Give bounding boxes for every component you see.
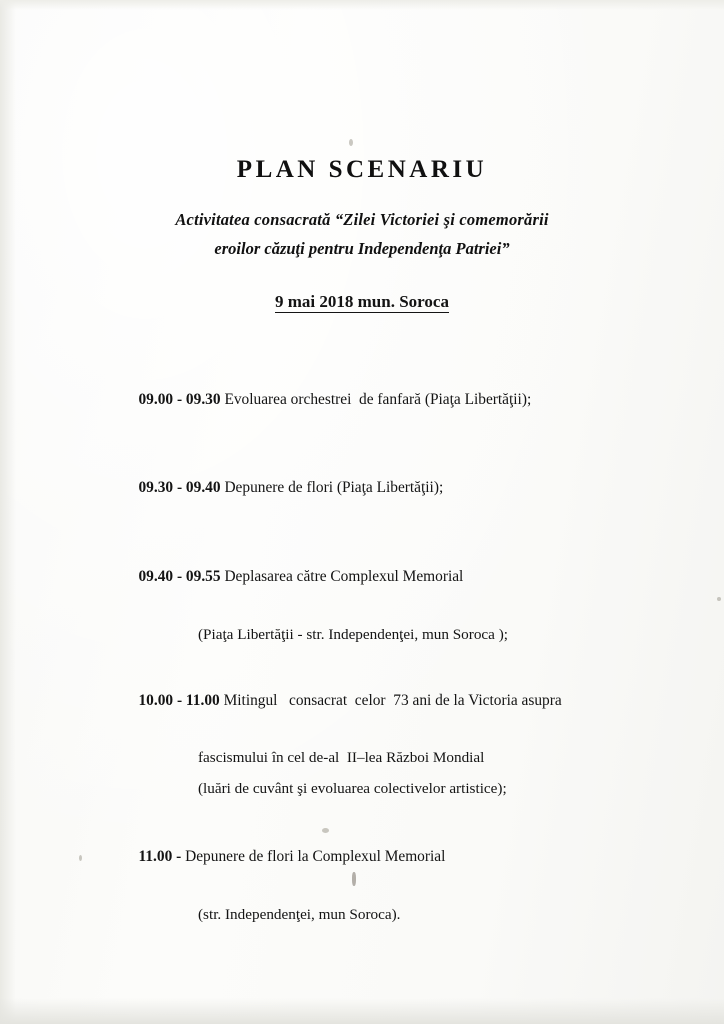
schedule-list [0,364,724,924]
document-date [0,292,724,312]
schedule-item [100,452,664,524]
schedule-item-continuation: (luări de cuvânt şi evoluarea colectivelor artistice); [198,780,507,798]
subtitle-line-2: eroilor căzuţi pentru Independenţa Patriei” [214,238,510,258]
page-title: PLAN SCENARIU [236,156,488,183]
schedule-item-time: 11.00 - [138,848,182,866]
schedule-item-continuation: (str. Independenţei, mun Soroca). [198,905,401,923]
schedule-item-text: Evoluarea orchestrei de fanfară (Piaţa Libertăţii); [224,390,532,408]
schedule-item-time: 09.30 - 09.40 [138,479,221,497]
schedule-item [100,665,664,799]
schedule-item-time: 10.00 - 11.00 [138,691,220,709]
document-subtitle [0,206,724,264]
schedule-item-text: Depunere de flori la Complexul Memorial [185,848,446,866]
schedule-item-continuation: fascismului în cel de-al II–lea Război Mondial [198,749,485,767]
schedule-item-text: Depunere de flori (Piaţa Libertăţii); [224,479,444,497]
schedule-item-continuation: (Piaţa Libertăţii - str. Independenţei, mun Soroca ); [198,625,508,643]
schedule-item [100,541,664,644]
schedule-item [100,364,664,436]
schedule-item-text: Mitingul consacrat celor 73 ani de la Victoria asupra [223,691,562,709]
schedule-item [100,821,664,924]
schedule-item-time: 09.00 - 09.30 [138,390,221,408]
schedule-item-time: 09.40 - 09.55 [138,567,221,585]
scan-edge-bottom [0,998,724,1024]
date-text: 9 mai 2018 mun. Soroca [275,291,449,311]
subtitle-line-1: Activitatea consacrată “Zilei Victoriei şi comemorării [175,210,549,229]
schedule-item-text: Deplasarea către Complexul Memorial [224,567,464,585]
